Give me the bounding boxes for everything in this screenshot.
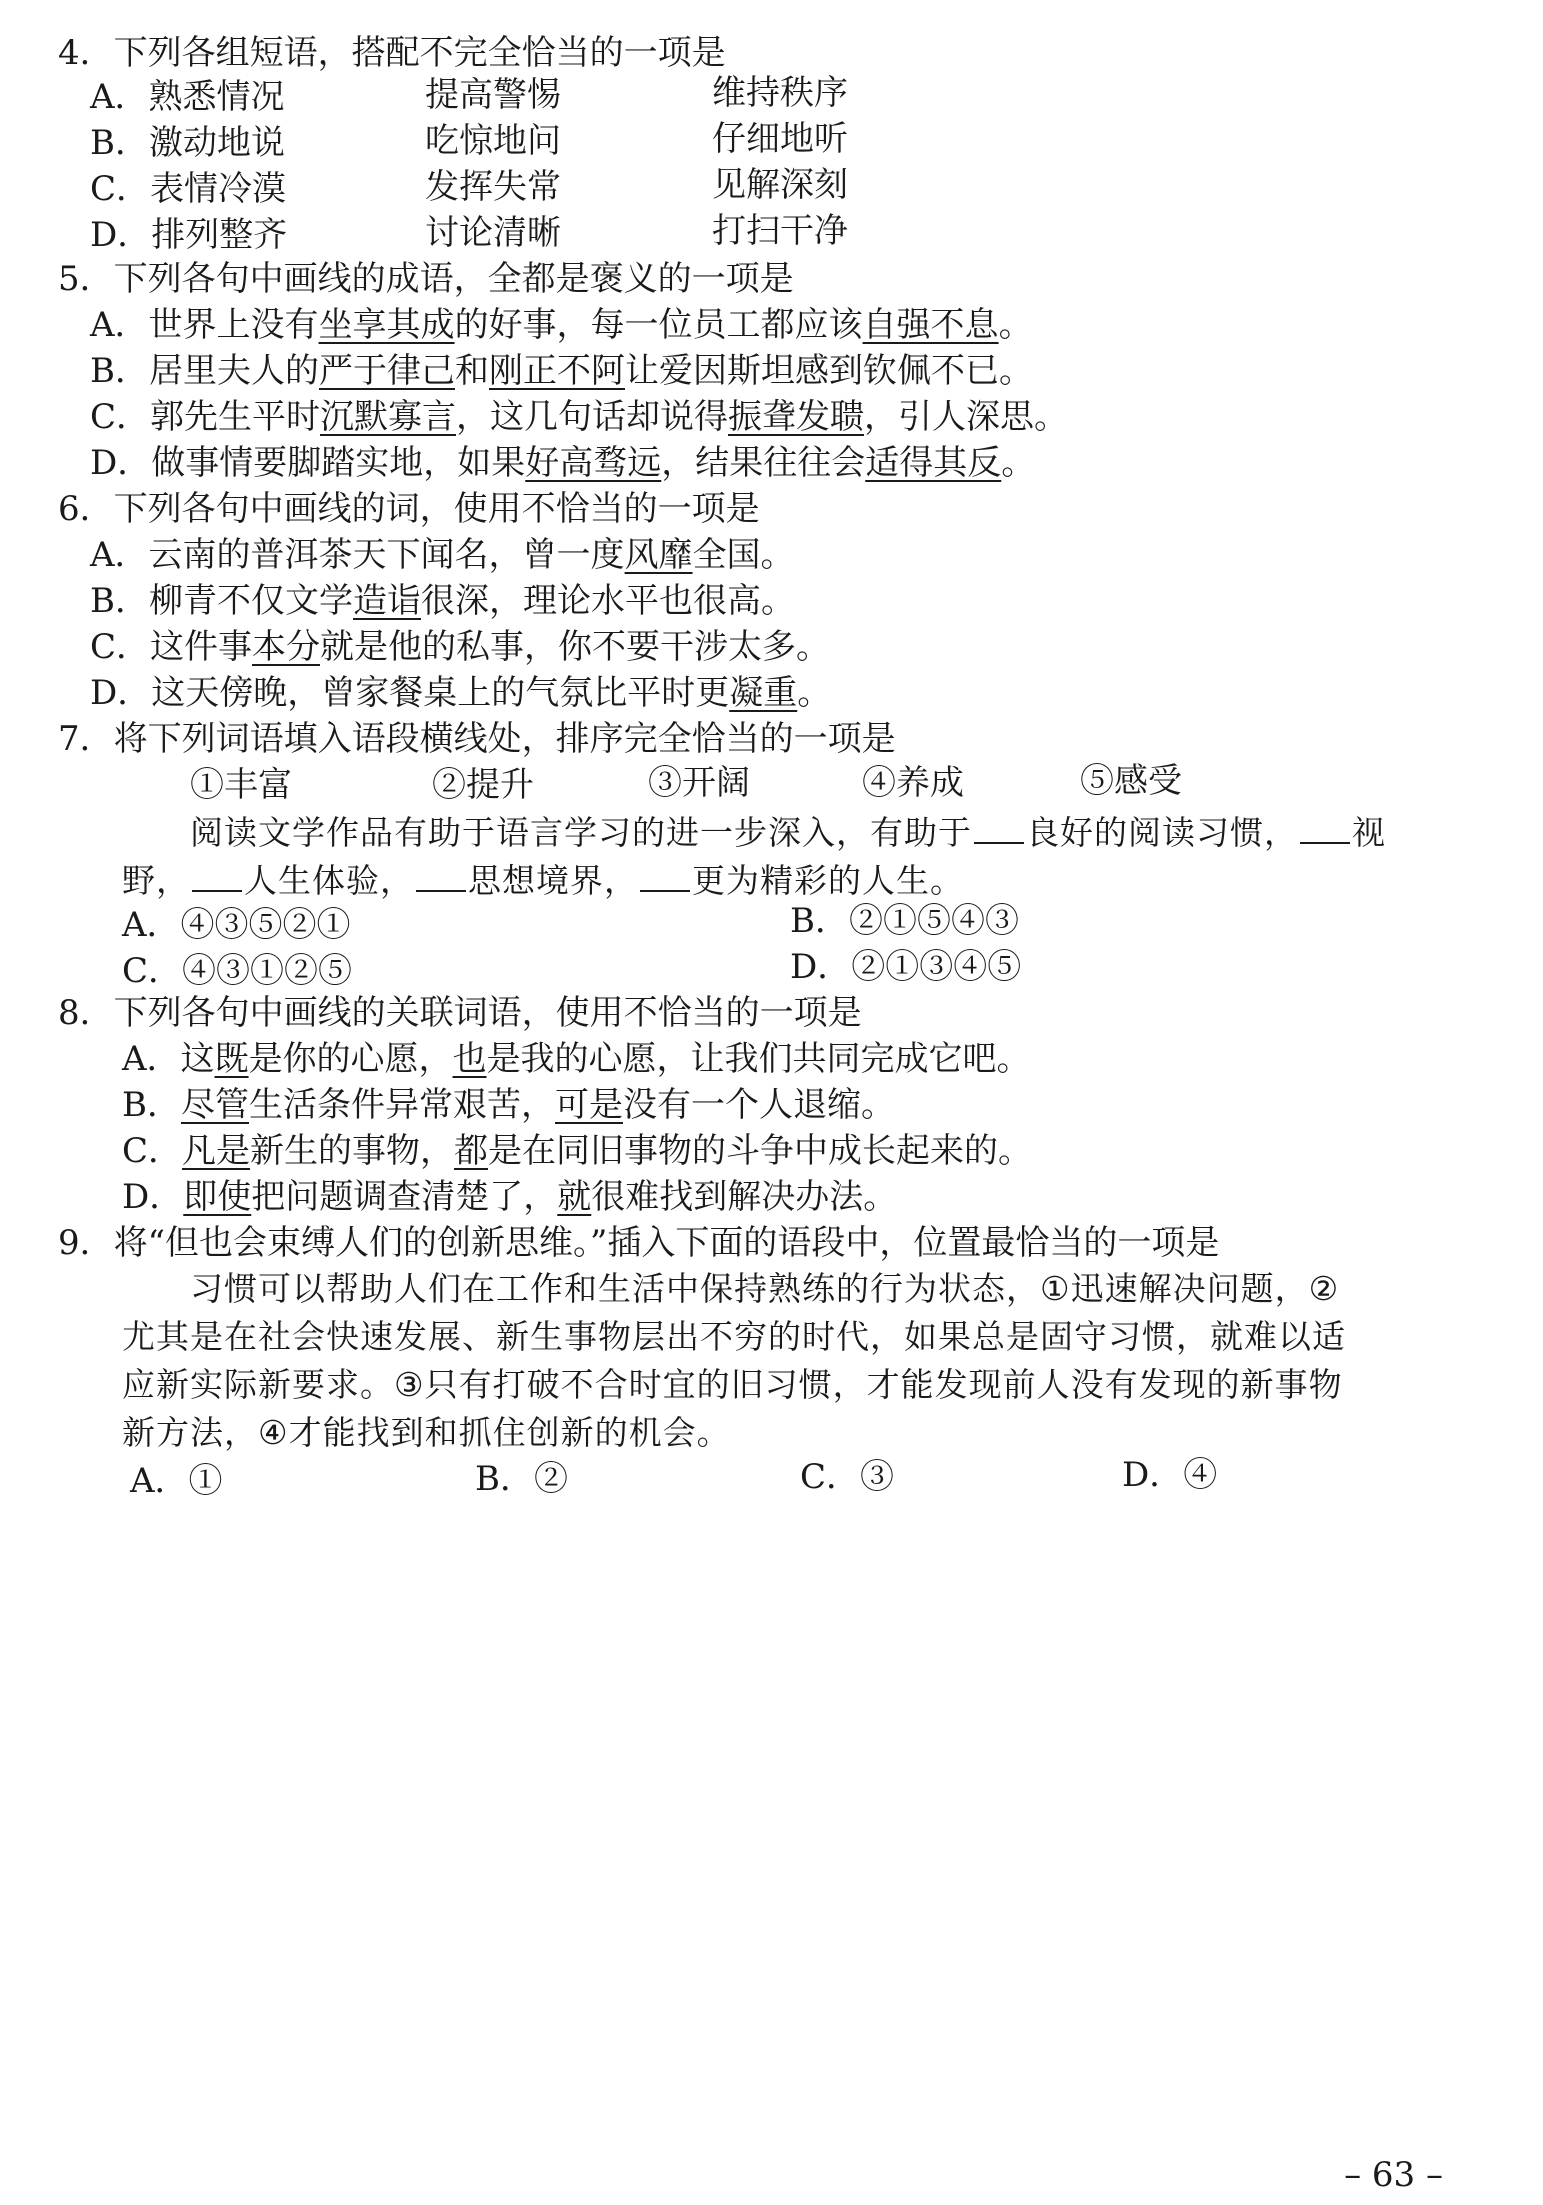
q6-option-c: C．这件事本分就是他的私事，你不要干涉太多。	[90, 627, 831, 667]
q9-passage-line-2: 尤其是在社会快速发展、新生事物层出不穷的时代，如果总是固守习惯，就难以适	[122, 1317, 1346, 1356]
q7-blank-2	[1300, 814, 1350, 844]
q7-option-a: A．④③⑤②①	[122, 905, 351, 945]
q9-stem: 9．将“但也会束缚人们的创新思维。”插入下面的语段中，位置最恰当的一项是	[58, 1223, 1220, 1263]
q4-c-3: 见解深刻	[712, 165, 848, 205]
q7-word-5: ⑤感受	[1080, 761, 1182, 801]
q4-d-2: 讨论清晰	[425, 213, 561, 253]
q4-a-1: A．熟悉情况	[90, 77, 285, 117]
q4-b-3: 仔细地听	[712, 119, 848, 159]
q7-option-c: C．④③①②⑤	[122, 951, 353, 991]
q5-option-a: A．世界上没有坐享其成的好事，每一位员工都应该自强不息。	[90, 305, 1033, 345]
q5-option-b: B．居里夫人的严于律己和刚正不阿让爱因斯坦感到钦佩不已。	[90, 351, 1033, 391]
q8-option-d: D．即使把问题调查清楚了，就很难找到解决办法。	[122, 1177, 898, 1217]
q4-b-1: B．激动地说	[90, 123, 285, 163]
q9-option-d: D．④	[1122, 1455, 1218, 1495]
q4-c-1: C．表情冷漠	[90, 169, 287, 209]
q6-option-d: D．这天傍晚，曾家餐桌上的气氛比平时更凝重。	[90, 673, 832, 713]
q7-blank-3	[192, 862, 242, 892]
page-number: – 63 –	[1344, 2155, 1443, 2195]
q7-word-4: ④养成	[862, 763, 964, 803]
q6-option-a: A．云南的普洱茶天下闻名，曾一度风靡全国。	[90, 535, 795, 575]
q5-stem: 5．下列各句中画线的成语，全都是褒义的一项是	[58, 259, 794, 299]
q6-stem: 6．下列各句中画线的词，使用不恰当的一项是	[58, 489, 760, 529]
q7-blank-1	[974, 814, 1024, 844]
q8-option-c: C．凡是新生的事物，都是在同旧事物的斗争中成长起来的。	[122, 1131, 1033, 1171]
q5-option-d: D．做事情要脚踏实地，如果好高骛远，结果往往会适得其反。	[90, 443, 1036, 483]
q7-word-2: ②提升	[432, 765, 534, 805]
q9-passage-line-1: 习惯可以帮助人们在工作和生活中保持熟练的行为状态，①迅速解决问题，②	[190, 1269, 1340, 1308]
q4-c-2: 发挥失常	[425, 167, 561, 207]
q9-passage-line-3: 应新实际新要求。③只有打破不合时宜的旧习惯，才能发现前人没有发现的新事物	[122, 1365, 1343, 1404]
q9-passage-line-4: 新方法，④才能找到和抓住创新的机会。	[122, 1413, 731, 1452]
q4-d-1: D．排列整齐	[90, 215, 288, 255]
q4-stem: 4．下列各组短语，搭配不完全恰当的一项是	[58, 33, 726, 73]
q7-blank-4	[416, 862, 466, 892]
q8-stem: 8．下列各句中画线的关联词语，使用不恰当的一项是	[58, 993, 862, 1033]
q7-word-1: ①丰富	[190, 765, 292, 805]
q8-option-b: B．尽管生活条件异常艰苦，可是没有一个人退缩。	[122, 1085, 895, 1125]
q9-option-a: A．①	[130, 1461, 223, 1501]
q7-passage-line-1: 阅读文学作品有助于语言学习的进一步深入，有助于 良好的阅读习惯， 视	[190, 813, 1386, 852]
q4-b-2: 吃惊地问	[425, 121, 561, 161]
q7-passage-line-2: 野， 人生体验， 思想境界， 更为精彩的人生。	[122, 861, 964, 900]
q5-option-c: C．郭先生平时沉默寡言，这几句话却说得振聋发聩，引人深思。	[90, 397, 1069, 437]
q4-a-3: 维持秩序	[712, 73, 848, 113]
q7-stem: 7．将下列词语填入语段横线处，排序完全恰当的一项是	[58, 719, 896, 759]
q7-option-d: D．②①③④⑤	[790, 947, 1022, 987]
q6-option-b: B．柳青不仅文学造诣很深，理论水平也很高。	[90, 581, 795, 621]
q9-option-c: C．③	[800, 1457, 895, 1497]
q7-word-3: ③开阔	[648, 763, 750, 803]
q9-option-b: B．②	[475, 1459, 568, 1499]
q4-a-2: 提高警惕	[425, 75, 561, 115]
q7-blank-5	[640, 862, 690, 892]
q4-d-3: 打扫干净	[712, 211, 848, 251]
q8-option-a: A．这既是你的心愿，也是我的心愿，让我们共同完成它吧。	[122, 1039, 1031, 1079]
q7-option-b: B．②①⑤④③	[790, 901, 1019, 941]
